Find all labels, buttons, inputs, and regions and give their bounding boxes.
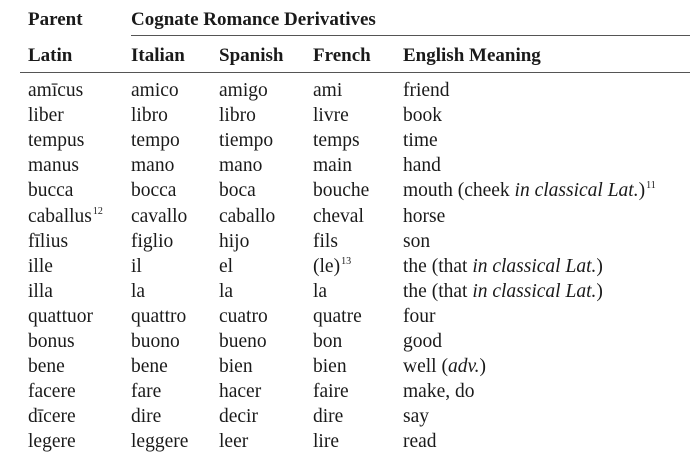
cell-french: [313, 330, 342, 354]
cell-latin-text: liber: [28, 105, 64, 126]
cell-english-text: book: [403, 105, 442, 126]
cell-french-text: cheval: [313, 206, 364, 227]
footnote-marker: 12: [92, 206, 103, 217]
cell-french: [313, 405, 343, 429]
cell-english: [403, 280, 603, 304]
cell-french: [313, 205, 364, 229]
cell-latin-text: caballus: [28, 206, 92, 227]
column-header-french: French: [313, 45, 371, 66]
cell-latin-text: quattuor: [28, 306, 93, 327]
cell-english: [403, 179, 656, 203]
cell-french: [313, 380, 349, 404]
cell-latin: [28, 104, 64, 128]
cell-latin-text: tempus: [28, 130, 85, 151]
cell-italian: [131, 355, 168, 379]
cell-spanish: [219, 129, 273, 153]
cell-french-text: temps: [313, 130, 360, 151]
cell-english: [403, 405, 429, 429]
cell-english-text: hand: [403, 155, 441, 176]
cell-french: [313, 129, 360, 153]
cell-spanish: [219, 280, 233, 304]
cell-english-text: son: [403, 231, 431, 252]
cell-spanish: [219, 330, 267, 354]
cell-latin: [28, 154, 79, 178]
cell-italian-text: amico: [131, 80, 179, 101]
cell-french-text: faire: [313, 381, 349, 402]
english-italic-text: in classical Lat.: [472, 281, 597, 302]
cell-french-text: ami: [313, 80, 343, 101]
column-header-latin: Latin: [28, 45, 73, 66]
cell-latin: [28, 280, 53, 304]
header-subrule: [131, 35, 690, 36]
cell-latin: [28, 380, 76, 404]
cell-spanish-text: hacer: [219, 381, 262, 402]
column-header-italian: Italian: [131, 45, 185, 66]
cell-latin: [28, 205, 103, 229]
cell-french-text: la: [313, 281, 328, 302]
cell-latin: [28, 305, 93, 329]
cell-spanish: [219, 205, 275, 229]
cell-italian-text: tempo: [131, 130, 180, 151]
cell-english: [403, 230, 430, 254]
cell-italian-text: cavallo: [131, 206, 188, 227]
cell-french: [313, 104, 349, 128]
cell-spanish: [219, 405, 258, 429]
cell-spanish-text: hijo: [219, 231, 250, 252]
cell-spanish-text: leer: [219, 431, 249, 452]
cell-latin-text: fīlius: [28, 231, 69, 252]
cell-latin-text: manus: [28, 155, 79, 176]
cell-italian: [131, 230, 173, 254]
cell-italian: [131, 129, 180, 153]
cell-italian: [131, 255, 142, 279]
cell-latin-text: illa: [28, 281, 53, 302]
cell-french-text: fils: [313, 231, 338, 252]
cell-english: [403, 305, 436, 329]
cell-spanish-text: decir: [219, 406, 258, 427]
cell-latin-text: dīcere: [28, 406, 76, 427]
cell-french-text: (le): [313, 256, 341, 277]
cell-french-text: bouche: [313, 180, 370, 201]
cell-latin: [28, 430, 76, 454]
cell-english-text: the (that: [403, 256, 473, 277]
cell-french: [313, 280, 327, 304]
english-italic-text: in classical Lat.: [472, 256, 597, 277]
cell-italian: [131, 330, 180, 354]
cell-spanish-text: boca: [219, 180, 256, 201]
cell-french-text: lire: [313, 431, 339, 452]
cell-italian-text: la: [131, 281, 146, 302]
cell-latin: [28, 330, 75, 354]
cell-spanish-text: mano: [219, 155, 263, 176]
cell-latin: [28, 355, 65, 379]
cell-italian-text: bocca: [131, 180, 177, 201]
cell-italian: [131, 430, 188, 454]
cell-english-text: well (: [403, 356, 448, 377]
cell-italian: [131, 380, 161, 404]
cell-french: [313, 79, 342, 103]
cell-italian-text: fare: [131, 381, 162, 402]
english-tail-text: ): [638, 180, 646, 201]
cell-french: [313, 230, 338, 254]
cell-italian-text: dire: [131, 406, 162, 427]
cell-italian: [131, 280, 145, 304]
cell-italian-text: quattro: [131, 306, 187, 327]
cell-spanish-text: el: [219, 256, 234, 277]
footnote-marker: 11: [646, 180, 656, 191]
cell-english: [403, 430, 437, 454]
cell-english: [403, 380, 474, 404]
cell-english-text: make, do: [403, 381, 475, 402]
cell-english-text: four: [403, 306, 436, 327]
header-parent: Parent: [28, 9, 83, 30]
cell-english-text: horse: [403, 206, 446, 227]
cell-english: [403, 255, 603, 279]
cell-italian: [131, 104, 168, 128]
cell-french: [313, 305, 362, 329]
cell-french: [313, 179, 369, 203]
cell-latin-text: bonus: [28, 331, 75, 352]
cell-english-text: friend: [403, 80, 450, 101]
cell-latin: [28, 129, 84, 153]
cell-italian-text: figlio: [131, 231, 174, 252]
cell-italian: [131, 305, 186, 329]
cell-italian: [131, 179, 176, 203]
cell-english-text: good: [403, 331, 442, 352]
cell-spanish: [219, 355, 253, 379]
cell-italian: [131, 405, 161, 429]
cell-latin-text: legere: [28, 431, 76, 452]
cell-spanish-text: bien: [219, 356, 253, 377]
cell-french-text: livre: [313, 105, 349, 126]
cell-spanish: [219, 104, 256, 128]
column-header-english: English Meaning: [403, 45, 541, 66]
cell-english-text: time: [403, 130, 438, 151]
cell-spanish-text: la: [219, 281, 234, 302]
cell-english: [403, 330, 442, 354]
cell-spanish: [219, 79, 268, 103]
cell-latin: [28, 179, 73, 203]
cell-spanish-text: bueno: [219, 331, 267, 352]
cell-french: [313, 255, 351, 279]
cell-latin: [28, 230, 68, 254]
cell-spanish-text: tiempo: [219, 130, 274, 151]
cell-spanish-text: libro: [219, 105, 256, 126]
cell-english: [403, 154, 441, 178]
cell-italian-text: il: [131, 256, 142, 277]
cell-spanish-text: cuatro: [219, 306, 268, 327]
cell-latin: [28, 405, 76, 429]
cell-latin-text: facere: [28, 381, 76, 402]
header-cognate-romance: Cognate Romance Derivatives: [131, 9, 376, 30]
cell-spanish: [219, 380, 261, 404]
english-tail-text: ): [596, 256, 603, 277]
cell-spanish: [219, 179, 256, 203]
cell-latin: [28, 255, 53, 279]
cell-english-text: read: [403, 431, 437, 452]
cell-latin-text: bene: [28, 356, 65, 377]
cell-french-text: bien: [313, 356, 347, 377]
cell-french: [313, 430, 339, 454]
column-header-spanish: Spanish: [219, 45, 284, 66]
cell-latin-text: ille: [28, 256, 53, 277]
cell-english: [403, 79, 450, 103]
cell-latin-text: amīcus: [28, 80, 84, 101]
cell-italian-text: bene: [131, 356, 168, 377]
cell-italian: [131, 205, 187, 229]
cell-latin-text: bucca: [28, 180, 74, 201]
cell-italian-text: mano: [131, 155, 175, 176]
cell-spanish: [219, 154, 262, 178]
cell-english-text: the (that: [403, 281, 473, 302]
cell-italian-text: libro: [131, 105, 168, 126]
cell-italian-text: leggere: [131, 431, 189, 452]
cell-spanish: [219, 230, 249, 254]
cell-spanish-text: amigo: [219, 80, 268, 101]
cell-english: [403, 104, 442, 128]
cell-italian-text: buono: [131, 331, 180, 352]
cell-spanish: [219, 255, 233, 279]
cell-english: [403, 129, 438, 153]
english-italic-text: in classical Lat.: [514, 180, 639, 201]
english-tail-text: ): [596, 281, 603, 302]
header-bottom-rule: [20, 72, 690, 73]
english-tail-text: ): [479, 356, 487, 377]
cell-french-text: bon: [313, 331, 343, 352]
cell-italian: [131, 79, 179, 103]
cell-french-text: dire: [313, 406, 344, 427]
cell-english-text: mouth (cheek: [403, 180, 515, 201]
cell-latin: [28, 79, 83, 103]
cell-spanish: [219, 430, 248, 454]
cell-english: [403, 205, 445, 229]
english-italic-text: adv.: [447, 356, 480, 377]
cell-french-text: quatre: [313, 306, 362, 327]
cell-french: [313, 355, 347, 379]
cell-italian: [131, 154, 174, 178]
cell-spanish-text: caballo: [219, 206, 276, 227]
cell-french-text: main: [313, 155, 352, 176]
cell-english-text: say: [403, 406, 429, 427]
footnote-marker: 13: [341, 256, 352, 267]
cell-french: [313, 154, 352, 178]
cell-spanish: [219, 305, 268, 329]
cell-english: [403, 355, 486, 379]
